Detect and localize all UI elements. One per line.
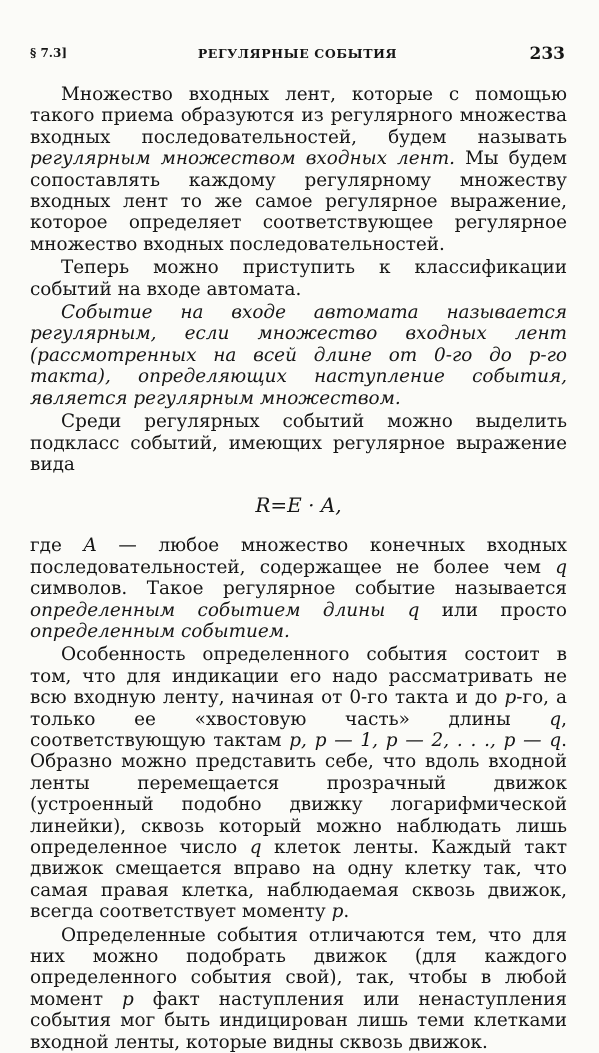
formula [30, 491, 567, 519]
italic-run: определенным событием. [30, 620, 290, 642]
paragraph [30, 644, 567, 922]
italic-run: q [555, 556, 567, 578]
text-run: Среди регулярных событий можно выделить подкласс событий, имеющих регулярное выражение вида [30, 411, 567, 475]
italic-run: Событие на входе автомата называется регулярным, если множество входных лент (рассмотренных на всей длине от 0-го до p-го такта), определяющих наступление события, является регулярным множеством. [30, 302, 567, 409]
italic-run: p [504, 687, 517, 709]
formula-lhs: R [255, 493, 271, 518]
paragraph [30, 925, 567, 1053]
italic-run: p [331, 901, 344, 923]
text-run: Множество входных лент, которые с помощью такого приема образуются из регулярного множества входных последовательностей, будем называть [30, 84, 567, 148]
formula-rhs: E · A, [287, 493, 342, 518]
paragraphs-after-formula [30, 535, 567, 1053]
paragraph [30, 257, 567, 300]
paragraph [30, 411, 567, 475]
text-run: факт наступления или ненаступления события мог быть индицирован лишь теми клетками входной ленты, которые видны сквозь движок. [30, 988, 567, 1053]
paragraph [30, 302, 567, 409]
text-run: клеток ленты. Каждый такт движок смещается вправо на одну клетку так, что самая правая клетка, наблюдаемая сквозь движок, всегда соответствует моменту [30, 837, 567, 923]
paragraph [30, 84, 567, 255]
text-run: . [343, 901, 350, 923]
text-run: . Образно можно представить себе, что вдоль входной ленты перемещается прозрачный движок (устроенный подобно движку логарифмической линейки), сквозь который можно наблюдать лишь определенное число [30, 729, 567, 858]
page-body [30, 84, 567, 1053]
paragraph [30, 535, 567, 642]
text-run: -го, а только ее «хвостовую часть» длины [30, 687, 568, 730]
text-run: , соответствующую тактам [30, 708, 567, 751]
text-run: Определенные события отличаются тем, что для них можно подобрать движок (для каждого определенного события свой), так, чтобы в любой момент [30, 924, 567, 1010]
italic-run: q [249, 837, 262, 858]
italic-run: q [549, 708, 562, 730]
running-header [30, 44, 565, 66]
text-run: Мы будем сопоставлять каждому регулярному множеству входных лент то же самое регулярное выражение, которое определяет соответствующее регулярное множество входных последовательностей. [30, 148, 567, 255]
text-run: символов. Такое регулярное событие называется [30, 578, 567, 600]
text-run: Особенность определенного события состоит в том, что для индикации его надо рассматривать не всю входную ленту, начиная от 0-го такта и до [30, 644, 567, 709]
italic-run: определенным событием длины q [30, 599, 420, 621]
text-run: Теперь можно приступить к классификации событий на входе автомата. [30, 257, 567, 300]
paragraphs-before-formula [30, 84, 567, 475]
text-run: — любое множество конечных входных последовательностей, содержащее не более чем [30, 535, 567, 578]
italic-run: регулярным множеством входных лент. [30, 148, 456, 170]
italic-run: p, p — 1, p — 2, . . ., p — q [289, 729, 562, 751]
text-run: где [30, 535, 84, 557]
section-ref: § 7.3] [30, 46, 68, 60]
page-number: 233 [529, 44, 565, 64]
text-run: или просто [419, 599, 567, 621]
italic-run: A [83, 535, 97, 557]
italic-run: p [121, 988, 134, 1010]
running-title: РЕГУЛЯРНЫЕ СОБЫТИЯ [197, 46, 398, 61]
formula-eq: = [270, 493, 288, 518]
